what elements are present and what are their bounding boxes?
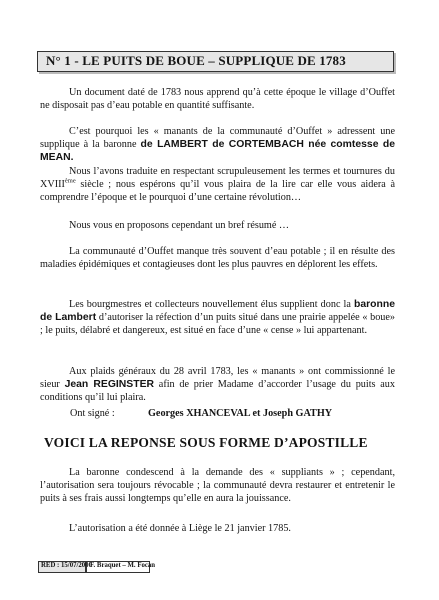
page-title: N° 1 - LE PUITS DE BOUE – SUPPLIQUE DE 1783 <box>46 53 346 68</box>
response-text: La baronne condescend à la demande des « suppliants » ; cependant, l’autorisation sera toujours révocable ; la communauté devra restaurer et entretenir le puits à ses frais aussi longtemps qu’elle en aura la jouissance. <box>40 467 395 504</box>
petition-text-b: d’autoriser la réfection d’un puits situé dans une prairie appelée « boue» ; le puits, délabré et dangereux, est situé en face d’une « cense » lui appartenant. <box>40 312 396 336</box>
baronne-name: de LAMBERT de CORTEMBACH née comtesse de MEAN. <box>40 139 395 163</box>
translation-text-b: siècle ; nous espérons qu’il vous plaira de la lire car elle vous aidera à comprendre l’époque et le pourquoi d’une certaine révolution… <box>40 179 395 203</box>
water-shortage-paragraph <box>40 245 395 271</box>
intro-paragraph <box>40 86 395 112</box>
footer-authors-box <box>86 561 156 573</box>
footer-red-box <box>38 561 92 573</box>
commission-text-a: Aux plaids généraux du 28 avril 1783, les « manants » ont commissionné le sieur <box>40 366 395 390</box>
supplique-text: C’est pourquoi les « manants de la communauté d’Ouffet » adressent une supplique à la baronne <box>40 126 395 150</box>
century-superscript: ème <box>64 177 76 185</box>
supplique-paragraph <box>40 125 395 164</box>
reginster-name: Jean REGINSTER <box>64 379 155 390</box>
footer-authors: F. Braquet – M. Focan <box>90 562 156 569</box>
baronne-lambert: baronne de Lambert <box>40 299 395 323</box>
petition-paragraph <box>40 298 395 337</box>
commission-text-b: afin de prier Madame d’accorder l’usage du puits aux conditions qu’il lui plaira. <box>40 379 395 403</box>
petition-text-a: Les bourgmestres et collecteurs nouvellement élus supplient donc la <box>69 299 354 310</box>
response-paragraph <box>40 466 395 505</box>
translation-text-a: Nous l’avons traduite en respectant scrupuleusement les termes et tournures du XVIII <box>40 166 395 190</box>
authorization-text: L’autorisation a été donnée à Liège le 21 janvier 1785. <box>69 523 291 534</box>
intro-text: Un document daté de 1783 nous apprend qu’à cette époque le village d’Ouffet ne disposait pas d’eau potable en quantité suffisante. <box>40 87 395 111</box>
footer-red-date: RED : 15/07/2000 <box>41 562 92 569</box>
signed-label: Ont signé : <box>70 408 115 419</box>
authorization-paragraph <box>40 522 395 535</box>
summary-intro-paragraph <box>40 219 395 232</box>
translation-paragraph <box>40 165 395 204</box>
signers: Georges XHANCEVAL et Joseph GATHY <box>148 408 333 419</box>
summary-intro-text: Nous vous en proposons cependant un bref résumé … <box>69 220 290 231</box>
response-heading: VOICI LA REPONSE SOUS FORME D’APOSTILLE <box>44 435 368 450</box>
title-banner <box>37 51 394 72</box>
commission-paragraph <box>40 365 395 404</box>
water-shortage-text: La communauté d’Ouffet manque très souvent d’eau potable ; il en résulte des maladies épidémiques et contagieuses dont les plus pauvres en déplorent les effets. <box>40 246 395 270</box>
